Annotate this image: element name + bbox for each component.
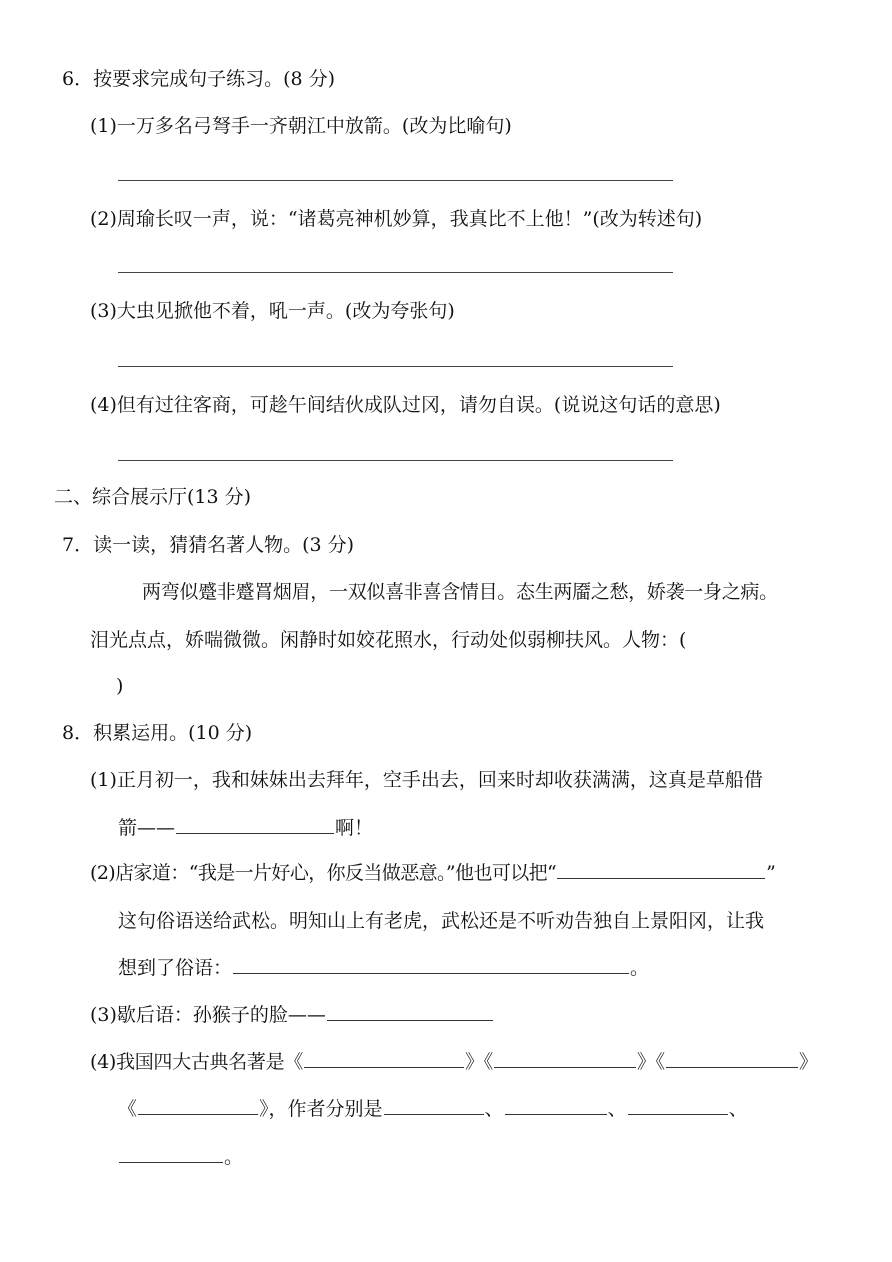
- q8-part1-text-a: 箭——: [118, 817, 176, 839]
- fill-blank-11[interactable]: [628, 1096, 728, 1115]
- q8-part2-text-b: ”: [766, 862, 776, 884]
- q8-part4-text-d: 》: [798, 1051, 818, 1073]
- q8-part4-text-j: 。: [224, 1146, 244, 1168]
- fill-blank-1[interactable]: [176, 815, 334, 834]
- q6-title: 6．按要求完成句子练习。(8 分): [62, 68, 336, 90]
- q6-item-2: (2)周瑜长叹一声，说：“诸葛亮神机妙算，我真比不上他！”(改为转述句): [90, 208, 703, 230]
- q7-title: 7．读一读，猜猜名著人物。(3 分): [62, 534, 355, 556]
- q8-part3-text: (3)歇后语：孙猴子的脸——: [90, 1004, 326, 1026]
- q8-part2-text-d: 。: [630, 957, 650, 979]
- q7-answer-close-paren: ): [116, 675, 124, 697]
- q8-part1-line1: (1)正月初一，我和妹妹出去拜年，空手出去，回来时却收获满满，这真是草船借: [90, 769, 763, 791]
- q8-part4-text-i: 、: [728, 1098, 748, 1120]
- q8-part1-text-b: 啊！: [335, 817, 374, 839]
- fill-blank-5[interactable]: [304, 1049, 464, 1068]
- q8-part3-line: [90, 1002, 494, 1028]
- q8-part2-text-c: 想到了俗语：: [118, 957, 233, 979]
- q7-passage-line-2: 泪光点点，娇喘微微。闲静时如姣花照水，行动处似弱柳扶风。人物：(: [90, 629, 687, 651]
- q8-part4-text-g: 、: [484, 1098, 504, 1120]
- answer-line-4[interactable]: [118, 460, 673, 461]
- q8-part4-text-c: 》《: [636, 1051, 665, 1073]
- fill-blank-12[interactable]: [119, 1144, 223, 1163]
- q8-part4-line1: [90, 1049, 818, 1075]
- fill-blank-6[interactable]: [494, 1049, 636, 1068]
- q8-part2-text-a: (2)店家道：“我是一片好心，你反当做恶意。”他也可以把“: [90, 862, 557, 884]
- fill-blank-8[interactable]: [138, 1096, 258, 1115]
- q6-item-4: (4)但有过往客商，可趁午间结伙成队过冈，请勿自误。(说说这句话的意思): [90, 394, 721, 416]
- q7-passage-line-1: 两弯似蹙非蹙罥烟眉，一双似喜非喜含情目。态生两靥之愁，娇袭一身之病。: [142, 581, 778, 603]
- section-2-title: 二、综合展示厅(13 分): [54, 486, 252, 508]
- q8-part2-line1: [90, 860, 775, 886]
- fill-blank-7[interactable]: [666, 1049, 798, 1068]
- fill-blank-9[interactable]: [384, 1096, 484, 1115]
- fill-blank-10[interactable]: [505, 1096, 607, 1115]
- fill-blank-3[interactable]: [233, 955, 629, 974]
- q8-part4-text-e: 《: [118, 1098, 138, 1120]
- q8-title: 8．积累运用。(10 分): [62, 722, 253, 744]
- q8-part4-text-h: 、: [607, 1098, 627, 1120]
- answer-line-2[interactable]: [118, 272, 673, 273]
- answer-line-3[interactable]: [118, 366, 673, 367]
- fill-blank-2[interactable]: [557, 860, 765, 879]
- q6-item-1: (1)一万多名弓弩手一齐朝江中放箭。(改为比喻句): [90, 115, 512, 137]
- q8-part4-line3: [118, 1144, 243, 1170]
- q6-item-3: (3)大虫见掀他不着，吼一声。(改为夸张句): [90, 300, 455, 322]
- q8-part4-text-a: (4)我国四大古典名著是《: [90, 1051, 304, 1073]
- fill-blank-4[interactable]: [327, 1002, 493, 1021]
- q8-part4-text-f: 》，作者分别是: [259, 1098, 383, 1120]
- q8-part1-line2: [118, 815, 373, 841]
- answer-line-1[interactable]: [118, 180, 673, 181]
- q8-part2-line3: [118, 955, 649, 981]
- q8-part2-line2: 这句俗语送给武松。明知山上有老虎，武松还是不听劝告独自上景阳冈，让我: [118, 910, 765, 932]
- q8-part4-text-b: 》《: [465, 1051, 493, 1073]
- q8-part4-line2: [118, 1096, 748, 1122]
